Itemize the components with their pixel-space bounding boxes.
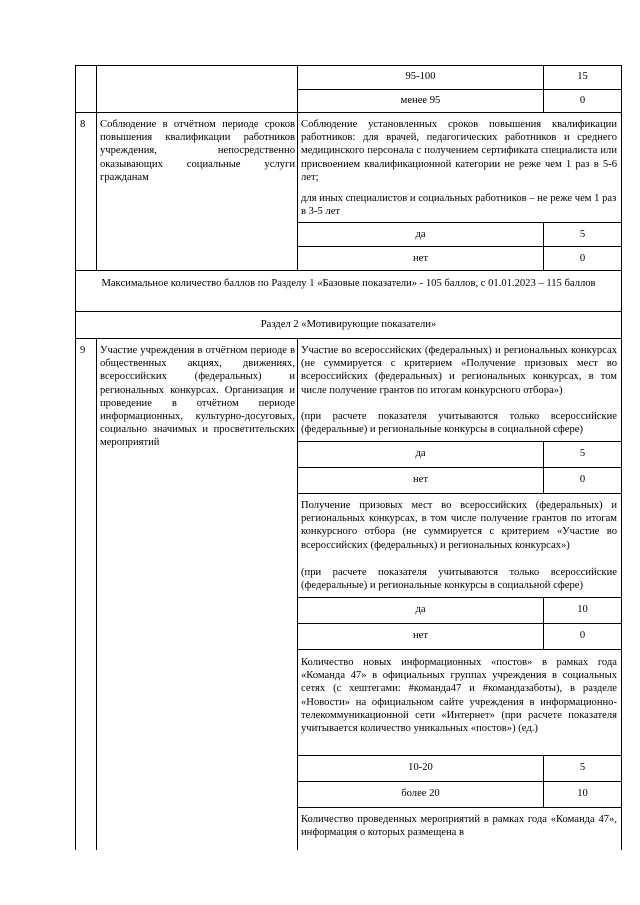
score-cell: 10 bbox=[577, 788, 588, 799]
indicator-note: для иных специалистов и социальных работников – не реже чем 1 раз в 3-5 лет bbox=[301, 193, 617, 218]
indicator-text: Количество проведенных мероприятий в рамках года «Команда 47», информация о которых размещена в bbox=[301, 814, 617, 839]
answer-cell: нет bbox=[412, 253, 428, 264]
indicator-text: Соблюдение установленных сроков повышения квалификации работников: для врачей, педагогических работников и среднего медицинского персонала с получением сертификата специалиста или присвоением квалификационной категории не реже чем 1 раз в 5-6 лет; bbox=[301, 119, 617, 183]
row-sep bbox=[297, 649, 622, 650]
row-sep bbox=[75, 270, 622, 271]
criterion-text: Соблюдение в отчётном периоде сроков повышения квалификации работников учреждения, непосредственно оказывающих социальные услуги гражданам bbox=[100, 119, 295, 183]
score-cell: 0 bbox=[579, 474, 586, 485]
col-sep-num bbox=[96, 338, 97, 850]
score-cell: 0 bbox=[579, 253, 586, 264]
row-sep bbox=[297, 623, 622, 624]
indicator-text: Количество новых информационных «постов» в рамках года «Команда 47» в официальных группах учреждения в социальных сетях (с хештегами: #команда47 и #командазаботы), в разделе «Новости» на официальном сайте учреждения в информационно-телекоммуникационной сети «Интернет» (при расчете показателя учитывается количество уникальных «постов») (ед.) bbox=[301, 657, 617, 735]
row-sep bbox=[297, 781, 622, 782]
row-sep bbox=[297, 807, 622, 808]
row-sep bbox=[297, 222, 622, 223]
answer-cell: менее 95 bbox=[400, 95, 441, 106]
row-sep bbox=[75, 338, 622, 339]
table-border-top bbox=[75, 65, 622, 66]
table-border-left bbox=[75, 65, 76, 850]
row-sep bbox=[297, 246, 622, 247]
col-sep-num bbox=[96, 65, 97, 270]
score-cell: 5 bbox=[579, 762, 586, 773]
row-number: 9 bbox=[80, 345, 86, 356]
row-sep bbox=[297, 89, 622, 90]
answer-cell: нет bbox=[412, 630, 428, 641]
row-number: 8 bbox=[80, 119, 86, 130]
indicator-note: (при расчете показателя учитываются только всероссийские (федеральные) и региональные конкурсы в социальной сфере) bbox=[301, 411, 617, 436]
score-cell: 10 bbox=[577, 604, 588, 615]
criterion-text: Участие учреждения в отчётном периоде в общественных акциях, движениях, всероссийских (федеральных) и региональных конкурсах. Организация и проведение в отчётном периоде информационных, культурно-досуговых, социально значимых и просветительских мероприятий bbox=[100, 345, 295, 449]
row-sep bbox=[297, 597, 622, 598]
score-cell: 0 bbox=[579, 630, 586, 641]
score-cell: 15 bbox=[577, 71, 588, 82]
indicator-note: (при расчете показателя учитываются только всероссийские (федеральные) и региональные конкурсы в социальной сфере) bbox=[301, 567, 617, 592]
max-score-summary: Максимальное количество баллов по Разделу 1 «Базовые показатели» - 105 баллов, с 01.01.2023 – 115 баллов bbox=[101, 278, 596, 289]
score-cell: 5 bbox=[579, 229, 586, 240]
row-sep bbox=[75, 311, 622, 312]
row-sep bbox=[75, 112, 622, 113]
score-cell: 0 bbox=[579, 95, 586, 106]
answer-cell: 10-20 bbox=[408, 762, 433, 773]
row-sep bbox=[297, 441, 622, 442]
answer-cell: да bbox=[415, 604, 426, 615]
row-sep bbox=[297, 493, 622, 494]
row-sep bbox=[297, 467, 622, 468]
table-border-right bbox=[621, 65, 622, 850]
indicator-text: Участие во всероссийских (федеральных) и региональных конкурсах (не суммируется с критерием «Получение призовых мест во всероссийских (федеральных) и региональных конкурсах, в том числе получение грантов по итогам конкурсного отбора») bbox=[301, 345, 617, 396]
answer-cell: да bbox=[415, 448, 426, 459]
section-title: Раздел 2 «Мотивирующие показатели» bbox=[260, 319, 437, 330]
answer-cell: 95-100 bbox=[405, 71, 436, 82]
answer-cell: нет bbox=[412, 474, 428, 485]
indicator-text: Получение призовых мест во всероссийских (федеральных) и региональных конкурсах, в том числе получение грантов по итогам конкурсного отбора (не суммируется с критерием «Участие во всероссийских (федеральных) и региональных конкурсах») bbox=[301, 500, 617, 551]
answer-cell: да bbox=[415, 229, 426, 240]
row-sep bbox=[297, 755, 622, 756]
score-cell: 5 bbox=[579, 448, 586, 459]
answer-cell: более 20 bbox=[401, 788, 440, 799]
